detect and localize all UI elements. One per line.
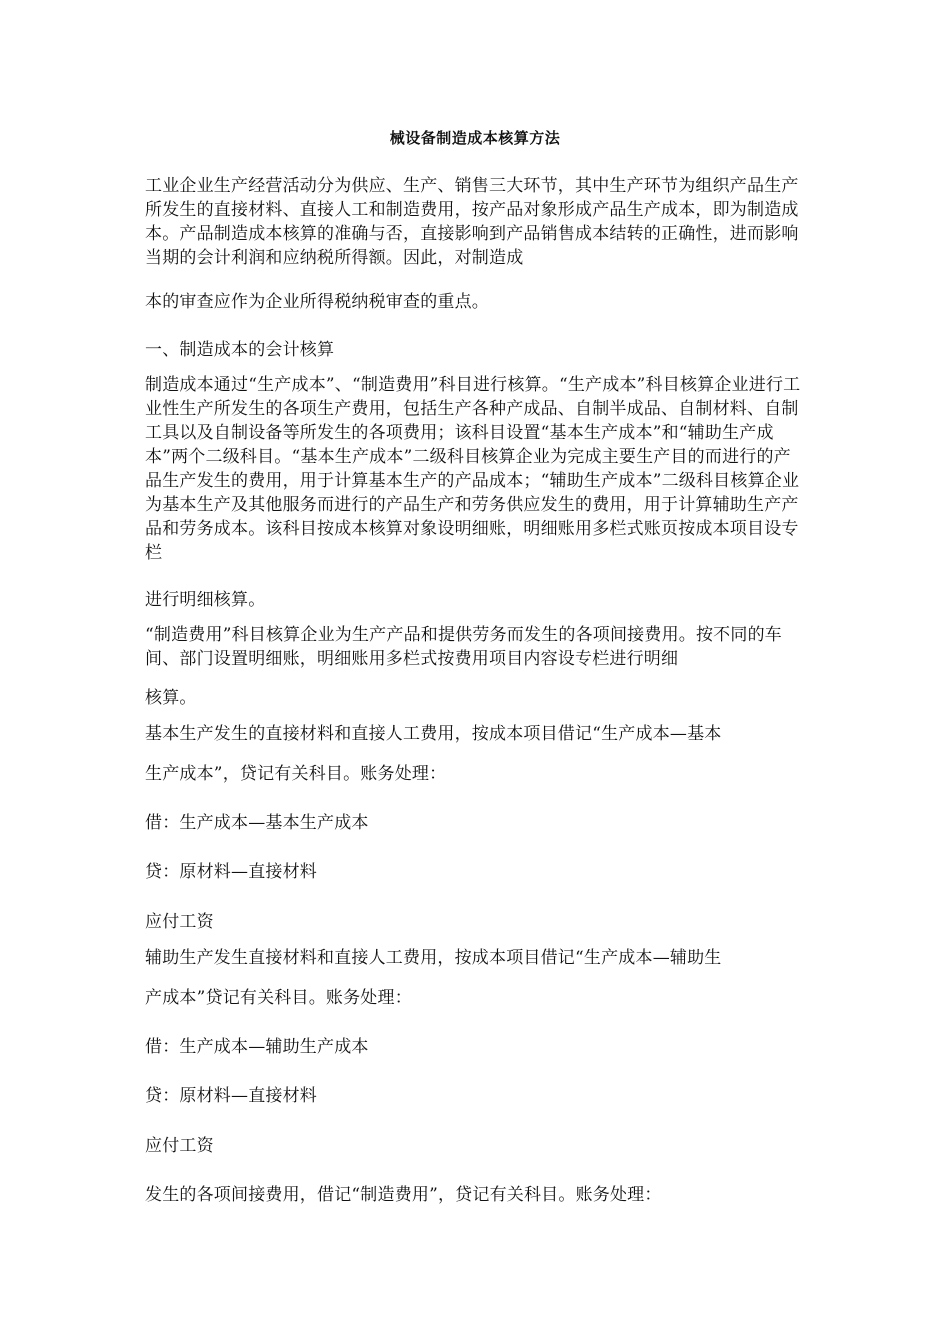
paragraph-manufacturing-expense-end: 核算。 xyxy=(145,688,197,708)
paragraph-basic-production-end: 生产成本”，贷记有关科目。账务处理： xyxy=(145,764,447,784)
paragraph-production-cost: 制造成本通过“生产成本”、“制造费用”科目进行核算。“生产成本”科目核算企业进行工业性生产所发生的各项生产费用，包括生产各种产成品、自制半成品、自制材料、自制工具以及自制设备等所发生的各项费用；该科目设置“基本生产成本”和“辅助生产成本”两个二级科目。“基本生产成本”二级科目核算企业为完成主要生产目的而进行的产品生产发生的费用，用于计算基本生产的产品成本；“辅助生产成本”二级科目核算企业为基本生产及其他服务而进行的产品生产和劳务供应发生的费用，用于计算辅助生产产品和劳务成本。该科目按成本核算对象设明细账，明细账用多栏式账页按成本项目设专栏 xyxy=(145,375,801,563)
journal-wages-basic: 应付工资 xyxy=(145,912,214,932)
journal-debit-basic: 借：生产成本—基本生产成本 xyxy=(145,813,369,833)
paragraph-intro: 工业企业生产经营活动分为供应、生产、销售三大环节，其中生产环节为组织产品生产所发生的直接材料、直接人工和制造费用，按产品对象形成产品生产成本，即为制造成本。产品制造成本核算的准确与否，直接影响到产品销售成本结转的正确性，进而影响当期的会计利润和应纳税所得额。因此，对制造成 xyxy=(145,176,799,268)
section-heading: 一、制造成本的会计核算 xyxy=(145,340,335,360)
paragraph-auxiliary-production-end: 产成本”贷记有关科目。账务处理： xyxy=(145,988,412,1008)
journal-credit-auxiliary: 贷：原材料—直接材料 xyxy=(145,1086,317,1106)
journal-wages-auxiliary: 应付工资 xyxy=(145,1136,214,1156)
journal-credit-basic: 贷：原材料—直接材料 xyxy=(145,862,317,882)
paragraph-production-cost-end: 进行明细核算。 xyxy=(145,590,266,610)
document-title: 械设备制造成本核算方法 xyxy=(389,129,561,147)
journal-debit-auxiliary: 借：生产成本—辅助生产成本 xyxy=(145,1037,369,1057)
paragraph-intro-end: 本的审查应作为企业所得税纳税审查的重点。 xyxy=(145,292,489,312)
paragraph-indirect-expense: 发生的各项间接费用，借记“制造费用”，贷记有关科目。账务处理： xyxy=(145,1185,662,1205)
paragraph-auxiliary-production: 辅助生产发生直接材料和直接人工费用，按成本项目借记“生产成本—辅助生 xyxy=(145,948,722,968)
paragraph-basic-production: 基本生产发生的直接材料和直接人工费用，按成本项目借记“生产成本—基本 xyxy=(145,724,722,744)
paragraph-manufacturing-expense: “制造费用”科目核算企业为生产产品和提供劳务而发生的各项间接费用。按不同的车间、部门设置明细账，明细账用多栏式按费用项目内容设专栏进行明细 xyxy=(145,625,782,669)
